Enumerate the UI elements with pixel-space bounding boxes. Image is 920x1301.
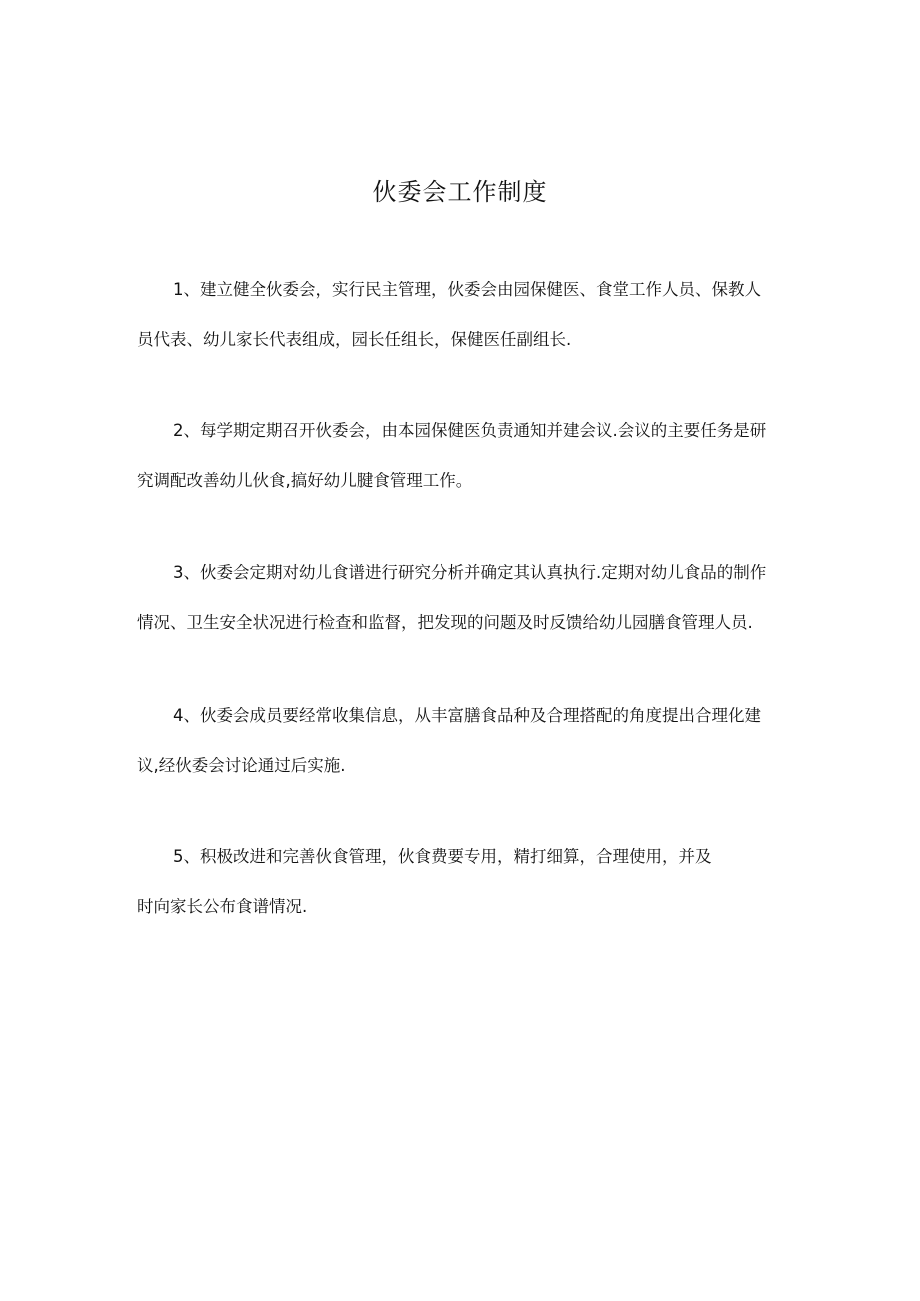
paragraph-2-line-1: 2、每学期定期召开伙委会，由本园保健医负责通知并建会议.会议的主要任务是研 <box>173 421 767 440</box>
paragraph-5-line-1: 5、积极改进和完善伙食管理，伙食费要专用，精打细算，合理使用，并及 <box>173 847 712 866</box>
paragraph-2 <box>137 406 783 506</box>
page-title: 伙委会工作制度 <box>372 178 548 206</box>
paragraph-4 <box>137 691 783 791</box>
paragraph-1 <box>137 265 783 365</box>
paragraph-1-line-2: 员代表、幼儿家长代表组成，园长任组长，保健医任副组长. <box>137 330 572 349</box>
paragraph-3-line-1: 3、伙委会定期对幼儿食谱进行研究分析并确定其认真执行.定期对幼儿食品的制作 <box>173 563 767 582</box>
paragraph-4-line-2: 议,经伙委会讨论通过后实施. <box>137 756 346 775</box>
paragraph-1-line-1: 1、建立健全伙委会，实行民主管理，伙委会由园保健医、食堂工作人员、保教人 <box>173 280 761 299</box>
paragraph-5-line-2: 时向家长公布食谱情况. <box>137 897 308 916</box>
paragraph-3-line-2: 情况、卫生安全状况进行检查和监督，把发现的问题及时反馈给幼儿园膳食管理人员. <box>137 613 753 632</box>
paragraph-4-line-1: 4、伙委会成员要经常收集信息，从丰富膳食品种及合理搭配的角度提出合理化建 <box>173 706 761 725</box>
paragraph-2-line-2: 究调配改善幼儿伙食,搞好幼儿腱食管理工作。 <box>137 471 473 490</box>
paragraph-3 <box>137 548 783 648</box>
paragraph-5 <box>137 832 783 932</box>
